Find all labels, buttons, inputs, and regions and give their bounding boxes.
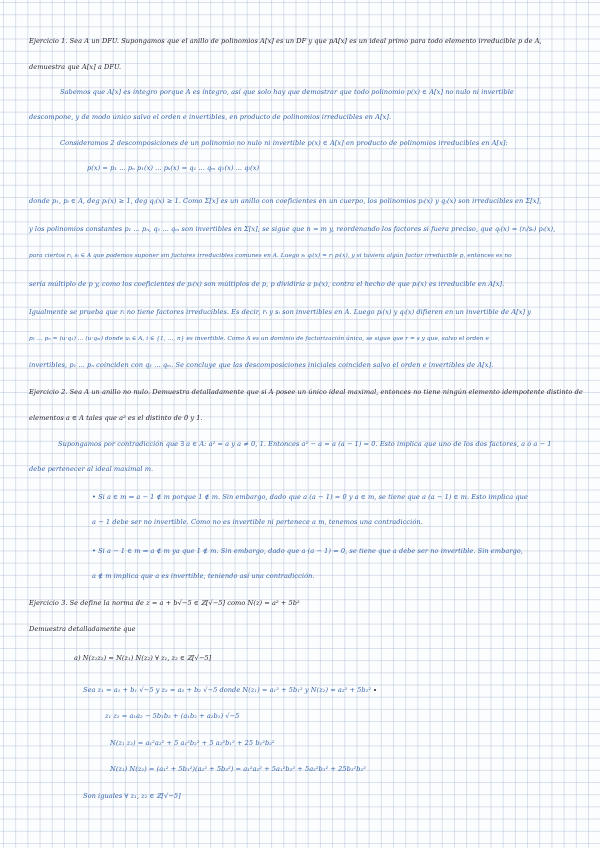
exercise-2-case-1-cont: a − 1 debe ser no invertible. Como no es invertible ni pertenece a m, tenemos una contradicción. [92, 518, 423, 526]
exercise-1-solution-line: Consideramos 2 descomposiciones de un polinomio no nulo ni invertible p(x) ∈ A[x] en producto de polinomios irreducibles en A[x]: [60, 139, 508, 147]
exercise-1-statement-cont: demuestra que A[x] a DFU. [29, 63, 122, 71]
exercise-3-work-line: N(z₁) N(z₂) = (a₁² + 5b₁²)(a₂² + 5b₂²) = a₁²a₂² + 5a₁²b₂² + 5a₂²b₁² + 25b₁²b₂² [110, 765, 366, 773]
exercise-1-solution-line: donde p₁, pᵢ ∈ A, deg pᵢ(x) ≥ 1, deg qⱼ(x) ≥ 1. Como Σ[x] es un anillo con coeficientes en un cuerpo, los polinomios pᵢ(x) y qⱼ(x) son irreducibles en Σ[x], [29, 197, 542, 205]
exercise-3-statement-cont: Demuestra detalladamente que [29, 625, 136, 633]
exercise-1-solution-line: sería múltiplo de p y, como los coeficientes de pᵢ(x) son múltiplos de p, p dividiría a pᵢ(x), contra el hecho de que pᵢ(x) es irreducible en A[x]. [29, 280, 505, 288]
exercise-1-solution-line: invertibles, p₁ ... pₙ coinciden con q₁ ... qₘ. Se concluye que las descomposiciones iniciales coinciden salvo el orden e invertibles de A[x]. [29, 361, 494, 369]
exercise-1-statement: Ejercicio 1. Sea A un DFU. Supongamos que el anillo de polinomios A[x] es un DF y que pA[x] es un ideal primo para todo elemento irreducible p de A, [29, 37, 542, 45]
exercise-3-work-line: Sea z₁ = a₁ + b₁ √−5 y z₂ = a₂ + b₂ √−5 donde N(z₁) = a₁² + 5b₁² y N(z₂) = a₂² + 5b₂² [83, 686, 372, 694]
exercise-1-solution-line: descompone, y de modo único salvo el orden e invertibles, en producto de polinomios irreducibles en A[x]. [29, 113, 392, 121]
exercise-2-statement-cont: elementos a ∈ A tales que a² es el distinto de 0 y 1. [29, 414, 203, 422]
exercise-2-statement: Ejercicio 2. Sea A un anillo no nulo. Demuestra detalladamente que si A posee un único ideal maximal, entonces no tiene ningún elemento idempotente distinto de [29, 388, 583, 396]
exercise-1-solution-line: Igualmente se prueba que rᵢ no tiene factores irreducibles. Es decir, rᵢ y sᵢ son invertibles en A. Luego pᵢ(x) y qᵢ(x) difieren en un invertible de A[x] y [29, 308, 532, 316]
exercise-2-case-1: • Si a ∈ m ⇒ a − 1 ∉ m porque 1 ∉ m. Sin embargo, dado que a (a − 1) = 0 y a ∈ m, se tiene que a (a − 1) ∈ m. Esto implica que [92, 493, 528, 501]
exercise-2-case-2: • Si a − 1 ∈ m ⇒ a ∉ m ya que 1 ∉ m. Sin embargo, dado que a (a − 1) = 0, se tiene que a debe ser no invertible. Sin embargo, [92, 547, 523, 555]
exercise-3-conclusion: Son iguales ∀ z₁, z₂ ∈ ℤ[√−5] [83, 792, 181, 800]
exercise-2-solution-line: Supongamos por contradicción que ∃ a ∈ A: a² = a y a ≠ 0, 1. Entonces a² − a = a (a − 1) = 0. Esto implica que uno de los dos factores, a ó a − 1 [58, 440, 552, 448]
exercise-1-solution-line: y los polinomios constantes p₁ ... pₙ, q₁ ... qₘ son invertibles en Σ[x], se sigue que n = m y, reordenando los factores si fuera preciso, que qᵢ(x) = (rᵢ/sᵢ) pᵢ(x), [29, 225, 556, 233]
exercise-1-solution-line: Sabemos que A[x] es íntegro porque A es íntegro, así que solo hay que demostrar que todo polinomio p(x) ∈ A[x] no nulo ni invertible [60, 88, 514, 96]
exercise-1-solution-line: para ciertos rᵢ, sᵢ ∈ A que podemos suponer sin factores irreducibles comunes en A. Luego sᵢ qᵢ(x) = rᵢ pᵢ(x), y si tuviera algún factor irreducible p, entonces es no [29, 253, 512, 259]
exercise-2-case-2-cont: a ∉ m implica que a es invertible, teniendo así una contradicción. [92, 572, 315, 580]
exercise-3-work-line: N(z₁ z₂) = a₁²a₂² + 5 a₁²b₂² + 5 a₂²b₁² + 25 b₁²b₂² [110, 739, 275, 747]
exercise-3-part-a: a) N(z₁z₂) = N(z₁) N(z₂) ∀ z₁, z₂ ∈ ℤ[√−5] [74, 654, 212, 662]
exercise-3-work-line: z₁ z₂ = a₁a₂ − 5b₁b₂ + (a₁b₂ + a₂b₁) √−5 [105, 712, 240, 720]
exercise-2-solution-line: debe pertenecer al ideal maximal m. [29, 465, 154, 473]
exercise-1-equation: p(x) = p₁ ... pₙ p₁(x) ... pₖ(x) = q₁ ... qₘ q₁(x) ... qₗ(x) [87, 164, 260, 172]
pen-dot [374, 689, 376, 691]
exercise-3-statement: Ejercicio 3. Se define la norma de z = a + b√−5 ∈ ℤ[√−5] como N(z) = a² + 5b² [29, 599, 300, 607]
exercise-1-solution-line: p₁ ... pₙ = (u·q₁) ... (u·qₘ) donde uᵢ ∈ A, i ∈ {1, ..., n} es invertible. Como A es un dominio de factorización única, se sigue que r = s y que, salvo el orden e [29, 336, 489, 342]
